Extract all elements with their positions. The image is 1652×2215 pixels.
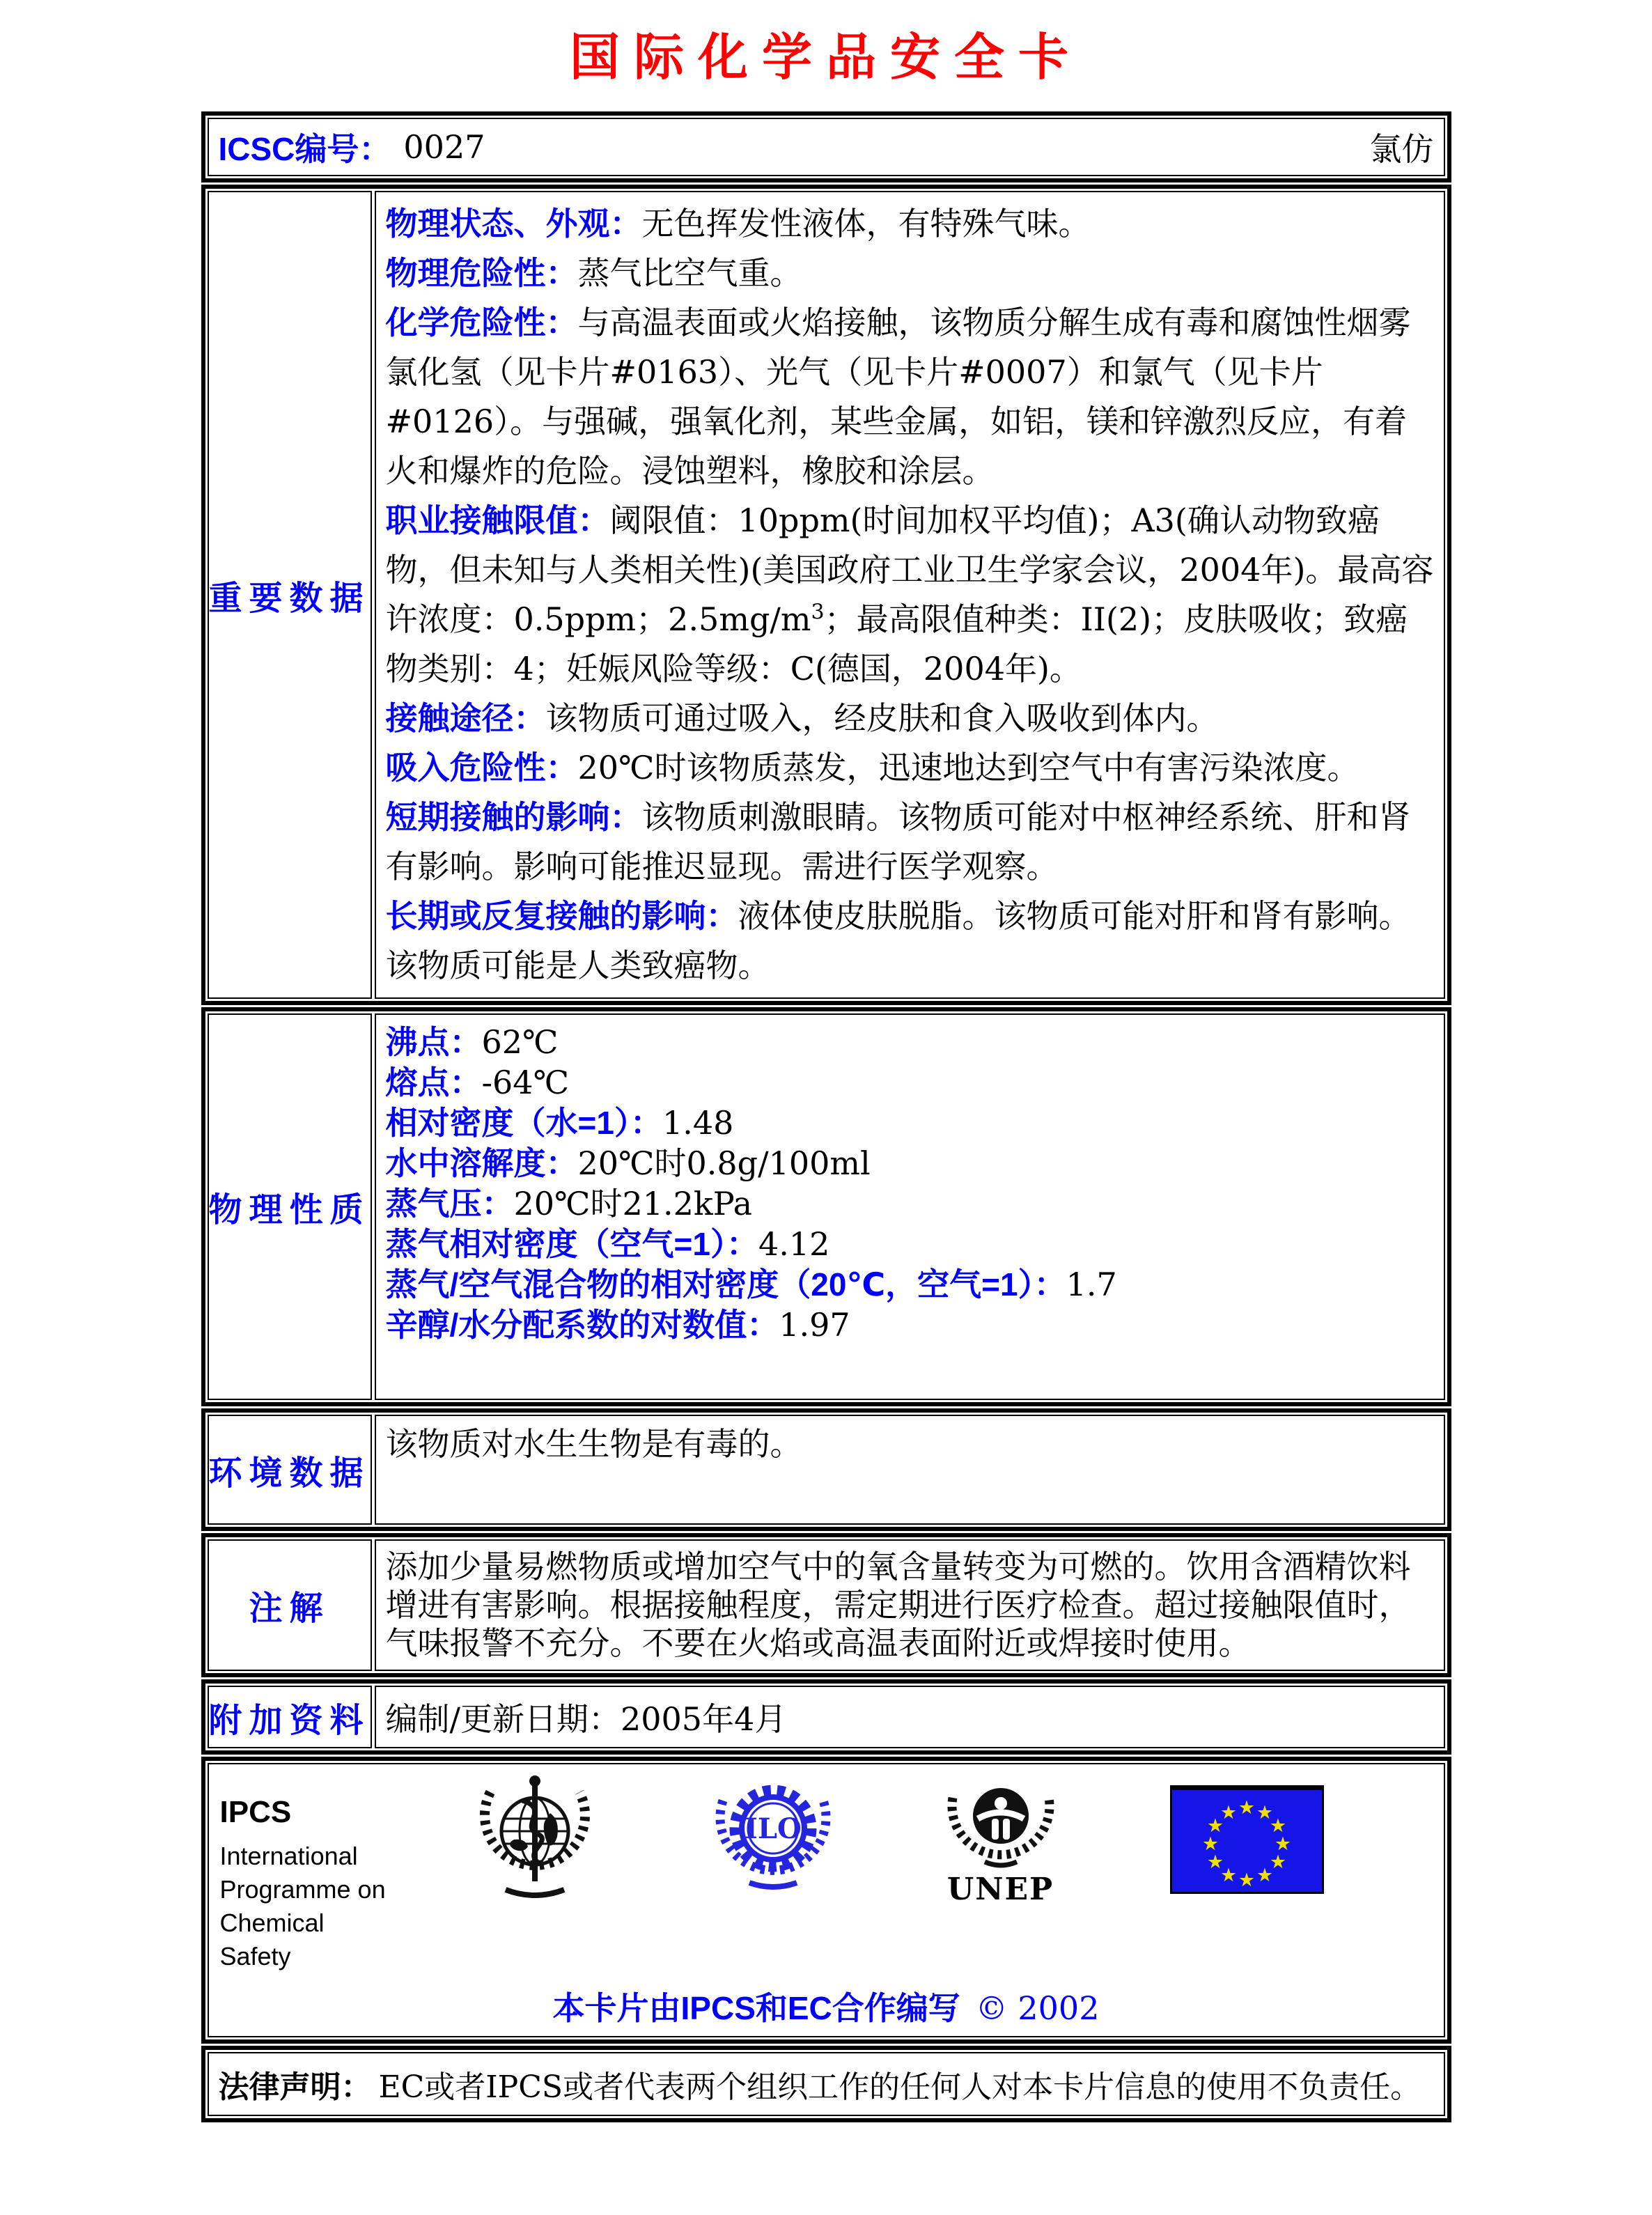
section-label-physical-properties: 物理性质 bbox=[208, 1013, 372, 1400]
section-icsc-header bbox=[201, 111, 1451, 182]
property-label: 蒸气压： bbox=[385, 1186, 514, 1222]
unep-logo-icon bbox=[943, 1770, 1059, 1873]
section-legal-notice bbox=[201, 2046, 1451, 2122]
property-value: 1.7 bbox=[1066, 1266, 1117, 1303]
property-item bbox=[386, 1022, 1434, 1062]
legal-notice-cell bbox=[208, 2052, 1445, 2116]
svg-text:★: ★ bbox=[1256, 1802, 1273, 1824]
property-item bbox=[386, 1264, 1434, 1305]
unep-logo-block bbox=[942, 1770, 1060, 1907]
item-text: 无色挥发性液体，有特殊气味。 bbox=[641, 205, 1091, 242]
legal-notice-label: 法律声明： bbox=[218, 2070, 372, 2104]
property-value: 1.48 bbox=[662, 1104, 734, 1142]
item-text: 该物质刺激眼睛。该物质可能对中枢神经系统、肝和肾有影响。影响可能推迟显现。需进行医学观察。 bbox=[385, 798, 1411, 885]
section-label-important-data: 重要数据 bbox=[208, 191, 372, 999]
notes-content bbox=[375, 1539, 1445, 1671]
safety-card-table bbox=[201, 111, 1451, 2122]
ilo-logo-icon bbox=[710, 1773, 836, 1893]
item-label: 物理危险性： bbox=[385, 255, 578, 291]
chemical-name: 氯仿 bbox=[1369, 130, 1434, 168]
ipcs-title: IPCS bbox=[219, 1795, 292, 1829]
property-label: 沸点： bbox=[385, 1024, 482, 1060]
svg-text:★: ★ bbox=[1219, 1802, 1237, 1824]
important-data-content bbox=[375, 191, 1445, 999]
environment-text: 该物质对水生生物是有毒的。 bbox=[385, 1425, 802, 1463]
data-item bbox=[386, 199, 1434, 249]
section-label-additional-info: 附加资料 bbox=[208, 1686, 372, 1748]
property-label: 熔点： bbox=[385, 1064, 482, 1101]
page-title: 国际化学品安全卡 bbox=[569, 30, 1082, 86]
unep-caption: UNEP bbox=[946, 1872, 1054, 1907]
copyright-text: © 2002 bbox=[975, 1989, 1100, 2027]
item-label: 短期接触的影响： bbox=[385, 799, 642, 835]
property-value: 20℃时21.2kPa bbox=[513, 1185, 753, 1222]
icsc-number-value: 0027 bbox=[403, 128, 485, 166]
svg-text:★: ★ bbox=[1238, 1797, 1255, 1819]
ipcs-subtitle-line: International bbox=[219, 1842, 358, 1870]
item-text: 20℃时该物质蒸发，迅速地达到空气中有害污染浓度。 bbox=[577, 749, 1359, 786]
item-label: 物理状态、外观： bbox=[385, 205, 642, 242]
item-label: 吸入危险性： bbox=[385, 749, 578, 786]
item-text: 阈限值：10ppm(时间加权平均值)；A3(确认动物致癌物，但未知与人类相关性)(美国政府工业卫生学家会议，2004年)。最高容许浓度：0.5ppm；2.5mg/m bbox=[385, 502, 1434, 638]
icsc-number-group bbox=[219, 124, 485, 170]
cooperation-note bbox=[216, 1983, 1437, 2029]
data-item bbox=[386, 249, 1434, 298]
additional-info-content bbox=[375, 1686, 1445, 1748]
ipcs-subtitle-line: Programme on bbox=[219, 1875, 386, 1904]
icsc-number-label: ICSC编号： bbox=[218, 131, 391, 167]
svg-text:★: ★ bbox=[1269, 1815, 1286, 1837]
item-label: 化学危险性： bbox=[385, 304, 578, 341]
physical-properties-content bbox=[375, 1013, 1445, 1400]
svg-text:★: ★ bbox=[1219, 1865, 1237, 1886]
item-text: 液体使皮肤脱脂。该物质可能对肝和肾有影响。该物质可能是人类致癌物。 bbox=[385, 897, 1411, 984]
svg-text:★: ★ bbox=[1256, 1865, 1273, 1886]
section-logos bbox=[201, 1757, 1451, 2044]
svg-text:★: ★ bbox=[1269, 1851, 1286, 1873]
section-physical-properties bbox=[201, 1007, 1451, 1406]
superscript: 3 bbox=[811, 600, 825, 625]
svg-text:★: ★ bbox=[1206, 1815, 1224, 1837]
ipcs-subtitle-line: Chemical Safety bbox=[219, 1909, 325, 1971]
svg-text:★: ★ bbox=[1206, 1851, 1224, 1873]
section-important-data bbox=[201, 185, 1451, 1005]
data-item bbox=[386, 892, 1434, 990]
who-logo-icon bbox=[472, 1770, 598, 1902]
property-label: 水中溶解度： bbox=[385, 1145, 578, 1181]
ipcs-block bbox=[220, 1795, 394, 1973]
property-value: 20℃时0.8g/100ml bbox=[577, 1144, 871, 1182]
section-label-environmental-data: 环境数据 bbox=[208, 1415, 372, 1525]
property-item bbox=[386, 1224, 1434, 1264]
data-item bbox=[386, 694, 1434, 743]
section-notes bbox=[201, 1533, 1451, 1677]
property-label: 辛醇/水分配系数的对数值： bbox=[385, 1307, 779, 1343]
item-label: 职业接触限值： bbox=[385, 502, 610, 538]
property-item bbox=[386, 1143, 1434, 1183]
property-item bbox=[386, 1183, 1434, 1224]
item-label: 长期或反复接触的影响： bbox=[385, 898, 738, 934]
property-label: 蒸气相对密度（空气=1）： bbox=[385, 1226, 758, 1262]
cooperation-note-text: 本卡片由IPCS和EC合作编写 bbox=[552, 1990, 960, 2026]
property-label: 相对密度（水=1）： bbox=[385, 1105, 662, 1141]
item-text: 蒸气比空气重。 bbox=[577, 254, 802, 292]
data-item bbox=[386, 793, 1434, 892]
item-text: 该物质可通过吸入，经皮肤和食入吸收到体内。 bbox=[545, 699, 1219, 737]
notes-text: 添加少量易燃物质或增加空气中的氧含量转变为可燃的。饮用含酒精饮料增进有害影响。根据接触程度，需定期进行医疗检查。超过接触限值时，气味报警不充分。不要在火焰或高温表面附近或焊接时使用。 bbox=[385, 1548, 1411, 1662]
property-value: 4.12 bbox=[758, 1225, 830, 1263]
logos-cell bbox=[208, 1763, 1445, 2037]
property-value: 62℃ bbox=[481, 1023, 559, 1061]
item-text: 与高温表面或火焰接触，该物质分解生成有毒和腐蚀性烟雾氯化氢（见卡片#0163）、光气（见卡片#0007）和氯气（见卡片#0126）。与强碱，强氧化剂，某些金属，如铝，镁和锌激烈反应，有着火和爆炸的危险。浸蚀塑料，橡胶和涂层。 bbox=[385, 304, 1411, 490]
svg-text:★: ★ bbox=[1238, 1870, 1255, 1891]
property-label: 蒸气/空气混合物的相对密度（20℃，空气=1）： bbox=[385, 1266, 1066, 1303]
section-label-notes: 注解 bbox=[208, 1539, 372, 1671]
section-environmental-data bbox=[201, 1408, 1451, 1531]
item-label: 接触途径： bbox=[385, 700, 546, 736]
data-item bbox=[386, 298, 1434, 496]
logos-strip bbox=[216, 1769, 1437, 1973]
ilo-letters: ILO bbox=[744, 1812, 802, 1845]
additional-info-text: 编制/更新日期：2005年4月 bbox=[385, 1700, 787, 1738]
item-text: ；最高限值种类：II(2)；皮肤吸收；致癌物类别：4；妊娠风险等级：C(德国，2004年)。 bbox=[385, 600, 1408, 687]
svg-text:★: ★ bbox=[1201, 1833, 1219, 1855]
icsc-header-cell bbox=[208, 118, 1445, 176]
property-item bbox=[386, 1103, 1434, 1143]
property-value: 1.97 bbox=[779, 1306, 850, 1344]
property-item bbox=[386, 1305, 1434, 1345]
data-item bbox=[386, 743, 1434, 793]
property-item bbox=[386, 1062, 1434, 1103]
svg-text:★: ★ bbox=[1274, 1833, 1291, 1855]
environmental-data-content bbox=[375, 1415, 1445, 1525]
property-value: -64℃ bbox=[481, 1064, 570, 1101]
eu-flag-icon bbox=[1170, 1785, 1324, 1894]
legal-notice-text: EC或者IPCS或者代表两个组织工作的任何人对本卡片信息的使用不负责任。 bbox=[378, 2069, 1421, 2105]
data-item bbox=[386, 496, 1434, 694]
section-additional-info bbox=[201, 1679, 1451, 1755]
